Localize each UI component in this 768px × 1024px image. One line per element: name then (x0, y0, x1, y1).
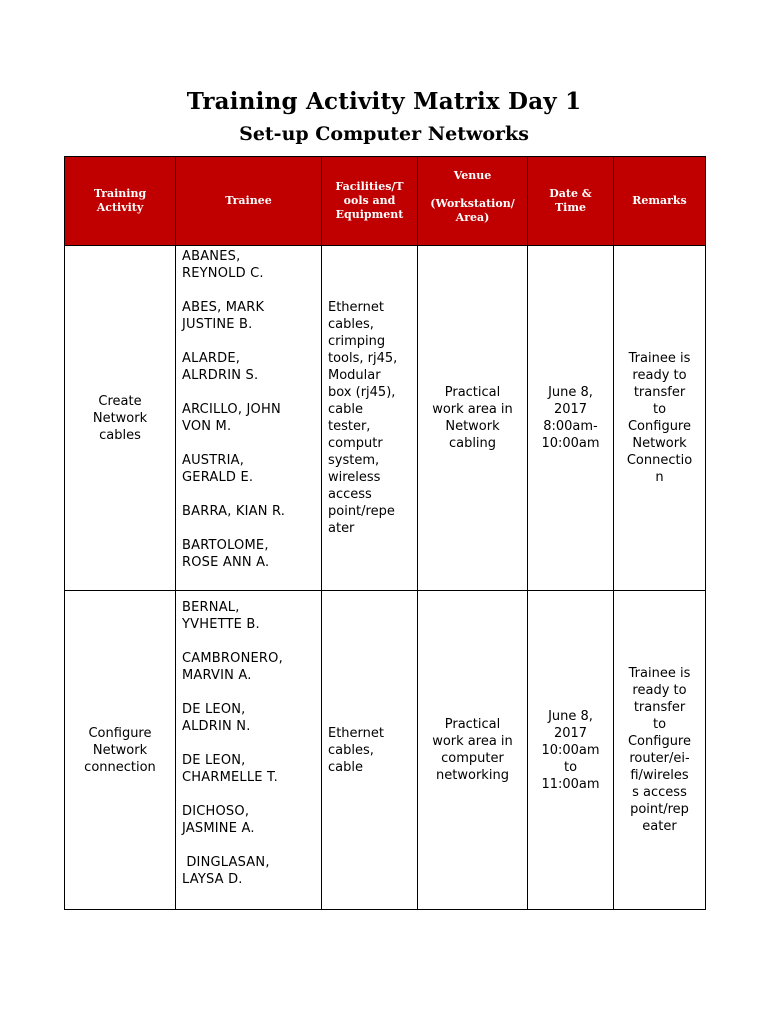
venue-cell: Practical work area in Network cabling (418, 246, 528, 591)
trainee-name: ABANES, REYNOLD C. (182, 249, 264, 281)
header-venue: Venue (Workstation/ Area) (418, 157, 528, 246)
table-row (65, 591, 706, 910)
trainee-name: ARCILLO, JOHN VON M. (182, 402, 281, 434)
trainee-name: BERNAL, YVHETTE B. (182, 600, 260, 632)
trainee-name: DICHOSO, JASMINE A. (182, 804, 255, 836)
venue-cell: Practical work area in computer networking (418, 591, 528, 910)
trainee-name: ALARDE, ALRDRIN S. (182, 351, 259, 383)
trainee-name: BARRA, KIAN R. (182, 504, 286, 519)
trainee-name: DE LEON, CHARMELLE T. (182, 753, 278, 785)
trainee-cell (176, 591, 322, 910)
facilities-cell: Ethernet cables, crimping tools, rj45, Modular box (rj45), cable tester, computr system, wireless access point/repe ater (322, 246, 418, 591)
trainee-cell (176, 246, 322, 591)
remarks-cell: Trainee is ready to transfer to Configure router/ei- fi/wireles s access point/rep eater (614, 591, 706, 910)
header-training-activity: Training Activity (65, 157, 176, 246)
header-facilities: Facilities/T ools and Equipment (322, 157, 418, 246)
trainee-name: DE LEON, ALDRIN N. (182, 702, 251, 734)
training-matrix-table (64, 156, 706, 910)
header-remarks: Remarks (614, 157, 706, 246)
trainee-name: ABES, MARK JUSTINE B. (182, 300, 265, 332)
trainee-name: CAMBRONERO, MARVIN A. (182, 651, 283, 683)
trainee-name: DINGLASAN, LAYSA D. (182, 855, 270, 887)
facilities-cell: Ethernet cables, cable (322, 591, 418, 910)
date-time-cell: June 8, 2017 8:00am- 10:00am (528, 246, 614, 591)
table-row (65, 246, 706, 591)
activity-cell: Create Network cables (65, 246, 176, 591)
activity-cell: Configure Network connection (65, 591, 176, 910)
header-trainee: Trainee (176, 157, 322, 246)
table-header-row (65, 157, 706, 246)
header-date-time: Date & Time (528, 157, 614, 246)
trainee-name: AUSTRIA, GERALD E. (182, 453, 254, 485)
remarks-cell: Trainee is ready to transfer to Configure Network Connectio n (614, 246, 706, 591)
page-title: Training Activity Matrix Day 1 (186, 88, 582, 115)
trainee-name: BARTOLOME, ROSE ANN A. (182, 538, 270, 570)
page-subtitle: Set-up Computer Networks (239, 123, 529, 145)
date-time-cell: June 8, 2017 10:00am to 11:00am (528, 591, 614, 910)
